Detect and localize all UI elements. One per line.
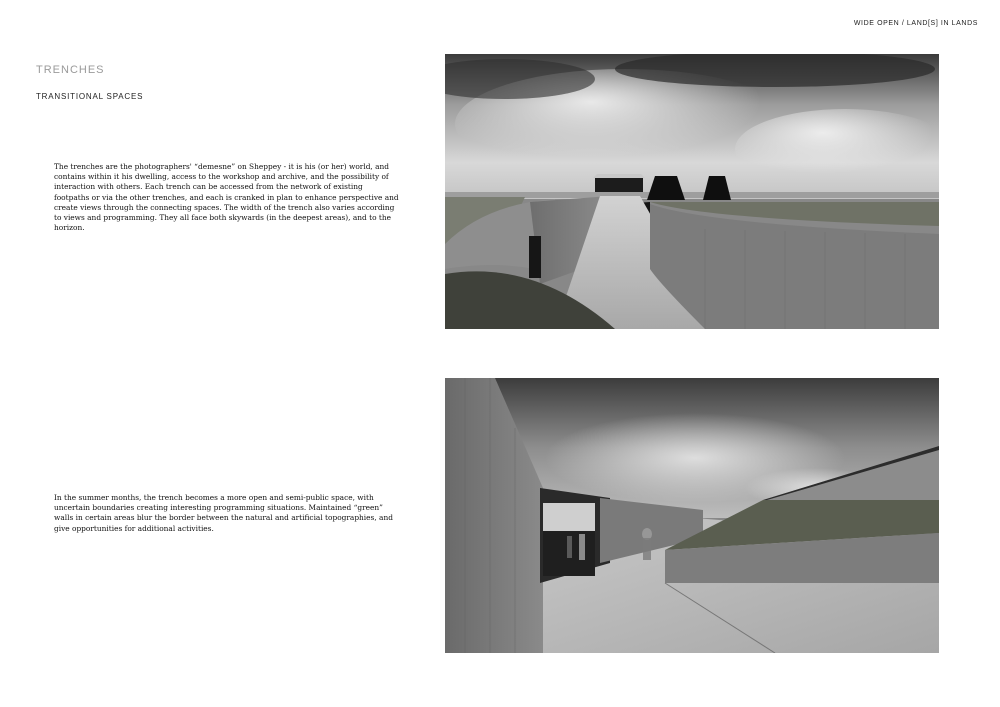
intro-paragraph: The trenches are the photographers' “demesne” on Sheppey - it is his (or her) world, and contains within it his dwelling, access to the workshop and archive, and the possibility of interaction with others. Each trench can be accessed from the network of existing footpaths or via the other trenches, and each is cranked in plan to enhance perspective and create views through the connecting spaces. The width of the trench also varies according to views and programming. They all face both skywards (in the deepest areas), and to the horizon.: [54, 162, 399, 233]
trench-render-green-walls: [445, 378, 939, 653]
summer-paragraph: In the summer months, the trench becomes a more open and semi-public space, with uncertain boundaries creating interesting programming situations. Maintained “green” walls in certain areas blur the border between the natural and artificial topographies, and give opportunities for additional activities.: [54, 493, 393, 533]
section-subtitle: TRANSITIONAL SPACES: [36, 92, 144, 101]
document-header-tag: WIDE OPEN / LAND[S] IN LANDS: [853, 20, 978, 27]
trench-render-horizon: [445, 54, 939, 329]
section-title: TRENCHES: [36, 64, 105, 76]
